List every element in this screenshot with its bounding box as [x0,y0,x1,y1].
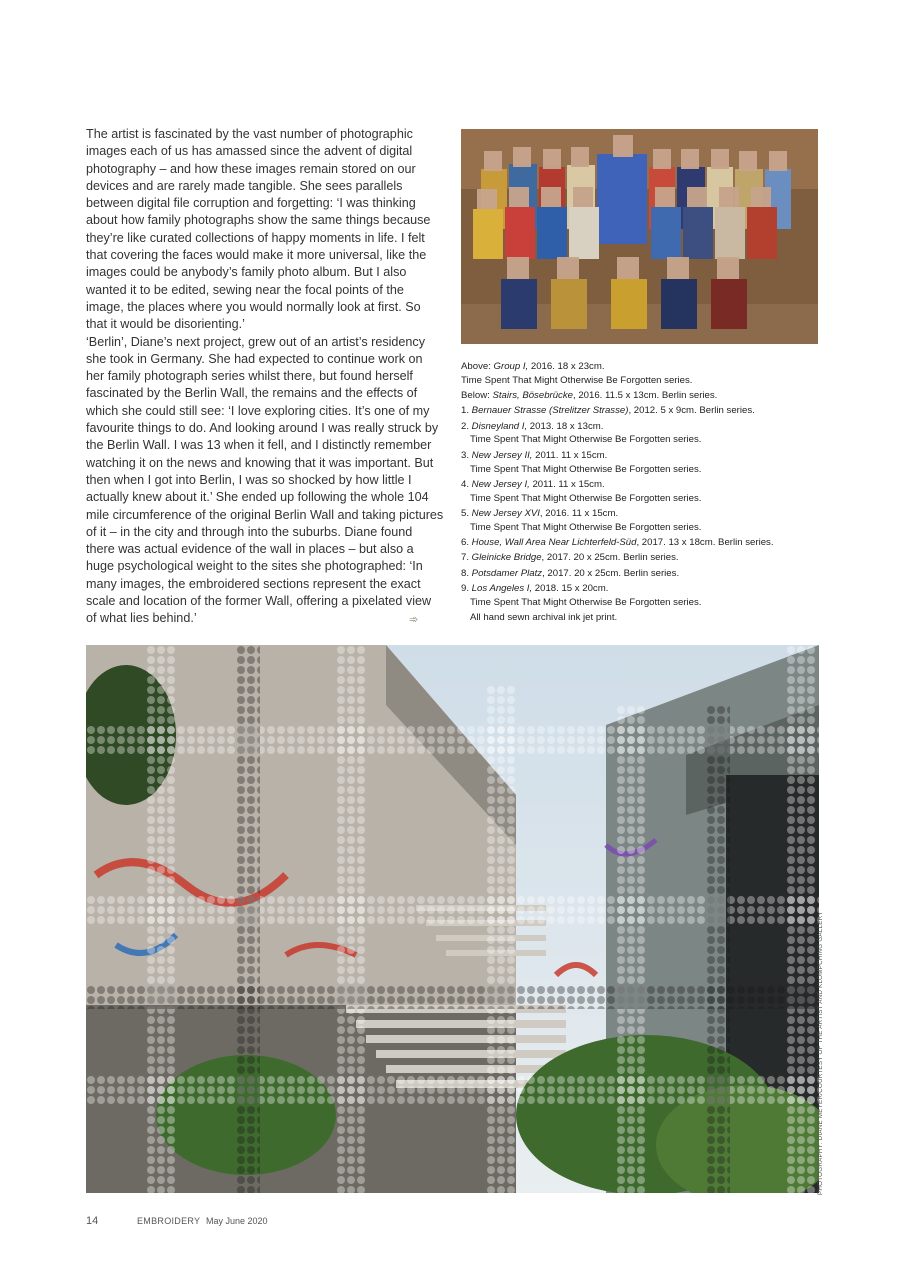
stairs-photo-illustration [86,645,819,1193]
group-photo-image [461,129,818,344]
paragraph-2: ‘Berlin’, Diane’s next project, grew out of an artist’s residency she took in Germany. She had expected to continue work on her family photograph series whilst there, but found herself fascinated by the Berlin Wall, the remains and the effects of which she could still see: ‘I love exploring cities. It’s one of my favourite things to do. And looking around I was really struck by the Berlin Wall. I was 13 when it fell, and I distinctly remember watching it on the news and knowing that it was important. But then when I got into Berlin, I was so shocked by how little I actually knew about it.’ She ended up following the whole 104 mile circumference of the original Berlin Wall and taking pictures of it – in the city and through into the suburbs. Diane found there was actual evidence of the wall in places – but also a huge psychological weight to the sites she photographed: ‘In many images, the embroidered sections represent the exact scale and location of the former Wall, offering a pixelated view of what lies behind.’ [86,334,444,626]
caption-item-3: 3. New Jersey II, 2011. 11 x 15cm. Time Spent That Might Otherwise Be Forgotten series. [461,449,702,475]
page-number: 14 [86,1215,99,1227]
caption-footnote: All hand sewn archival ink jet print. [470,612,618,624]
paragraph-1: The artist is fascinated by the vast number of photographic images each of us has amassed since the advent of digital photography – and how these images remain stored on our devices and are rarely made tangible. She sees parallels between digital file corruption and forgetting: ‘I was thinking about how family photographs show the same things because they’re like curated collections of happy moments in life. I felt that covering the faces would make it more universal, like the images could be anybody’s family photo album. But I also wanted it to be edited, sewing near the focal points of the image, the places where you would normally look at first. So that it would be disorienting.’ [86,127,431,332]
caption-item-1: 1. Bernauer Strasse (Strelitzer Strasse), 2012. 5 x 9cm. Berlin series. [461,405,755,417]
magazine-name: EMBROIDERY [137,1216,201,1226]
caption-item-7: 7. Gleinicke Bridge, 2017. 20 x 25cm. Berlin series. [461,552,679,564]
caption-below: Below: Stairs, Bösebrücke, 2016. 11.5 x 13cm. Berlin series. [461,390,718,402]
caption-item-2: 2. Disneyland I, 2013. 18 x 13cm. Time Spent That Might Otherwise Be Forgotten series. [461,420,702,446]
stairs-photo-image [86,645,819,1193]
photo-credit: PHOTOGRAPHY: DIANE MEYER/COURTESY OF THE ARTIST AND KLOMPCHING GALLERY [817,911,824,1195]
article-body [86,126,444,628]
caption-item-9: 9. Los Angeles I, 2018. 15 x 20cm. Time Spent That Might Otherwise Be Forgotten series. [461,582,702,608]
caption-item-5: 5. New Jersey XVI, 2016. 11 x 15cm. Time Spent That Might Otherwise Be Forgotten series. [461,507,702,533]
group-photo-illustration [461,129,818,344]
caption-item-8: 8. Potsdamer Platz, 2017. 20 x 25cm. Berlin series. [461,567,680,579]
caption-above: Above: Group I, 2016. 18 x 23cm. Time Spent That Might Otherwise Be Forgotten series. [461,361,693,386]
caption-item-4: 4. New Jersey I, 2011. 11 x 15cm. Time Spent That Might Otherwise Be Forgotten series. [461,478,702,504]
issue-date: May June 2020 [206,1216,268,1226]
caption-item-6: 6. House, Wall Area Near Lichterfeld-Süd, 2017. 13 x 18cm. Berlin series. [461,537,774,549]
captions [461,360,821,626]
continue-arrow-icon: ➾ [409,614,419,626]
